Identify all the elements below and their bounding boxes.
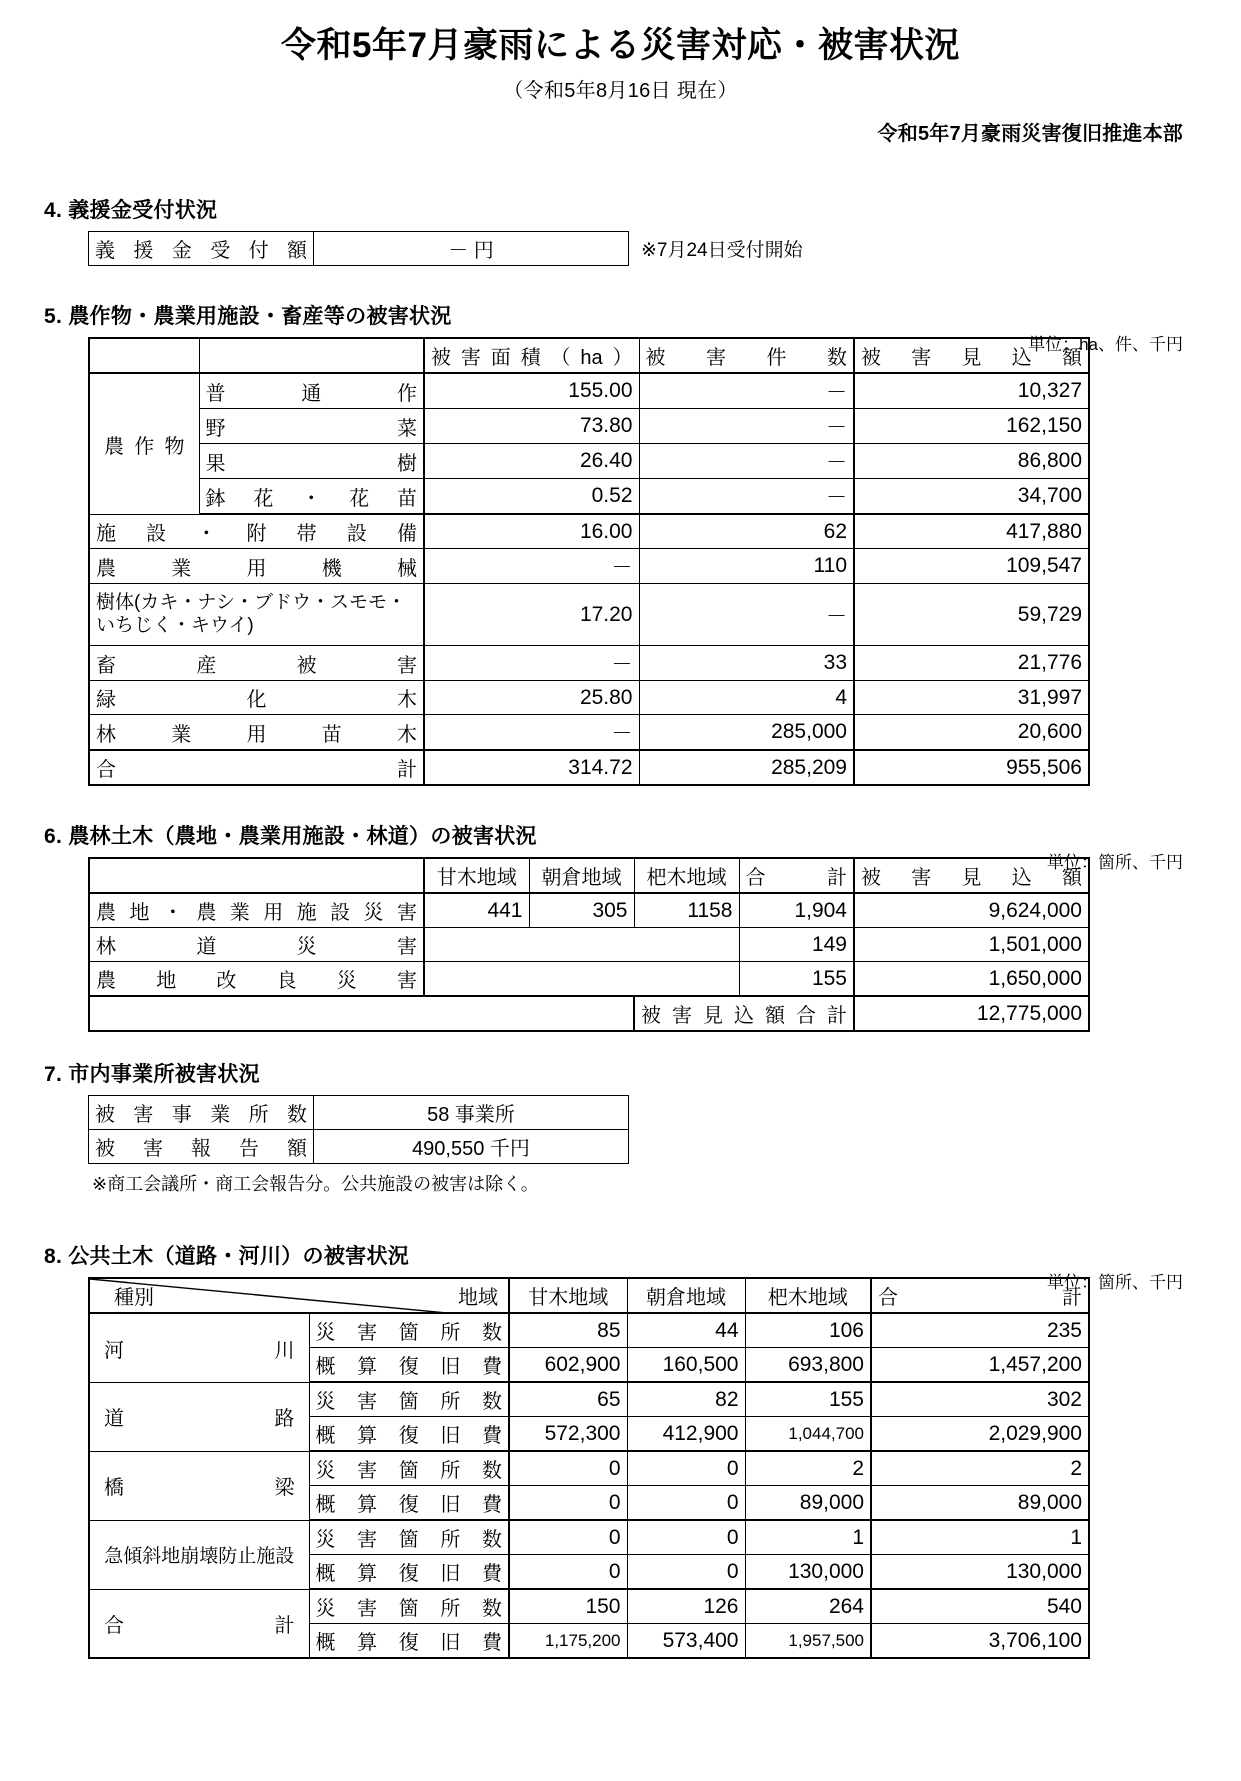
metric-label-count: 災害箇所数 <box>309 1382 509 1417</box>
table-row <box>89 893 1089 928</box>
table-row <box>89 373 1089 409</box>
cell-amount: 34,700 <box>854 479 1089 515</box>
cell-area: 25.80 <box>424 681 639 715</box>
cell-total: 235 <box>871 1313 1089 1348</box>
cell-amagi: 0 <box>509 1520 627 1555</box>
donation-table <box>88 231 629 266</box>
cell-count: － <box>639 444 854 479</box>
table-total-row <box>89 750 1089 785</box>
cell-total: 540 <box>871 1589 1089 1624</box>
metric-label-count: 災害箇所数 <box>309 1520 509 1555</box>
cell-haki: 1158 <box>634 893 739 928</box>
cell-asakura: 82 <box>627 1382 745 1417</box>
spacer-cell <box>89 996 634 1031</box>
cell-amagi: 85 <box>509 1313 627 1348</box>
cell-amagi: 65 <box>509 1382 627 1417</box>
table-row <box>89 1520 1089 1555</box>
cell-haki: 89,000 <box>745 1486 871 1521</box>
table-grand-total-row <box>89 996 1089 1031</box>
cell-asakura: 0 <box>627 1486 745 1521</box>
cell-haki: 155 <box>745 1382 871 1417</box>
section-6-heading: 6. 農林土木（農地・農業用施設・林道）の被害状況 <box>44 825 537 849</box>
col-header-total: 合計 <box>871 1278 1089 1313</box>
section-4-heading: 4. 義援金受付状況 <box>44 199 218 223</box>
cell-count: － <box>639 373 854 409</box>
row-label: 施設・附帯設備 <box>89 514 424 549</box>
metric-label-count: 災害箇所数 <box>309 1313 509 1348</box>
cell-haki: 1,044,700 <box>745 1417 871 1452</box>
cell-asakura: 0 <box>627 1451 745 1486</box>
table-header-row <box>89 338 1089 373</box>
page-title: 令和5年7月豪雨による災害対応・被害状況 <box>281 26 960 65</box>
table-row <box>89 1130 629 1164</box>
document-page <box>0 26 1241 1781</box>
cell-amagi: 1,175,200 <box>509 1624 627 1659</box>
cell-haki: 2 <box>745 1451 871 1486</box>
col-blank <box>89 858 424 893</box>
table-row <box>89 444 1089 479</box>
cell-area: 73.80 <box>424 409 639 444</box>
col-header-amagi: 甘木地域 <box>424 858 529 893</box>
cell-total: 130,000 <box>871 1555 1089 1590</box>
row-label: 畜産被害 <box>89 646 424 681</box>
section-8 <box>0 1240 1241 1659</box>
cell-amagi: 572,300 <box>509 1417 627 1452</box>
cell-count: 4 <box>639 681 854 715</box>
section-7-heading: 7. 市内事業所被害状況 <box>44 1063 260 1087</box>
category-label-river: 河川 <box>89 1313 309 1382</box>
cell-asakura: 412,900 <box>627 1417 745 1452</box>
cell-area: 0.52 <box>424 479 639 515</box>
cell-asakura: 573,400 <box>627 1624 745 1659</box>
row-label: 林道災害 <box>89 928 424 962</box>
table-header-row <box>89 1278 1089 1313</box>
cell-amagi: 0 <box>509 1486 627 1521</box>
section-7 <box>0 1058 1241 1196</box>
category-label-total: 合計 <box>89 1589 309 1658</box>
table-row <box>89 646 1089 681</box>
total-label: 合計 <box>89 750 424 785</box>
row-label: 農地・農業用施設災害 <box>89 893 424 928</box>
cell-area: － <box>424 549 639 584</box>
cell-count: 62 <box>639 514 854 549</box>
table-row <box>89 479 1089 515</box>
cell-value: 58 事業所 <box>314 1096 629 1130</box>
cell-count: 285,000 <box>639 715 854 751</box>
section-5-heading: 5. 農作物・農業用施設・畜産等の被害状況 <box>44 305 452 329</box>
cell-amount: 162,150 <box>854 409 1089 444</box>
row-label: 被害事業所数 <box>89 1096 314 1130</box>
row-label: 被害報告額 <box>89 1130 314 1164</box>
category-label-steep-slope: 急傾斜地崩壊防止施設 <box>89 1520 309 1589</box>
category-label-road: 道路 <box>89 1382 309 1451</box>
cell-area: 155.00 <box>424 373 639 409</box>
cell-amount: 59,729 <box>854 584 1089 646</box>
section-6-unit: 単位：箇所、千円 <box>1047 853 1183 873</box>
cell-area: 16.00 <box>424 514 639 549</box>
row-label: 樹体(カキ・ナシ・ブドウ・スモモ・いちじく・キウイ) <box>89 584 424 646</box>
donation-label: 義援金受付額 <box>89 232 314 266</box>
row-label: 緑化木 <box>89 681 424 715</box>
corner-label-type: 種別 <box>114 1287 154 1310</box>
section-5-unit: 単位：ha、件、千円 <box>1028 335 1183 355</box>
row-label: 鉢花・花苗 <box>199 479 424 515</box>
cell-total: 89,000 <box>871 1486 1089 1521</box>
cell-value: 490,550 千円 <box>314 1130 629 1164</box>
civil-engineering-damage-table <box>88 857 1090 1032</box>
table-row <box>89 514 1089 549</box>
col-header-area: 被害面積（ha） <box>424 338 639 373</box>
col-header-amagi: 甘木地域 <box>509 1278 627 1313</box>
cell-amount: 1,501,000 <box>854 928 1089 962</box>
col-blank-2 <box>199 338 424 373</box>
col-blank-1 <box>89 338 199 373</box>
col-header-count: 被害件数 <box>639 338 854 373</box>
cell-area: 17.20 <box>424 584 639 646</box>
cell-amagi: 602,900 <box>509 1348 627 1383</box>
cell-haki: 1,957,500 <box>745 1624 871 1659</box>
total-area: 314.72 <box>424 750 639 785</box>
cell-amount: 21,776 <box>854 646 1089 681</box>
table-row <box>89 715 1089 751</box>
cell-count: 110 <box>639 549 854 584</box>
business-damage-table <box>88 1095 629 1164</box>
cell-regions-blank <box>424 928 739 962</box>
cell-asakura: 126 <box>627 1589 745 1624</box>
section-5 <box>0 300 1241 786</box>
metric-label-cost: 概算復旧費 <box>309 1486 509 1521</box>
table-total-row <box>89 1589 1089 1624</box>
cell-amount: 1,650,000 <box>854 962 1089 997</box>
cell-total: 1,457,200 <box>871 1348 1089 1383</box>
row-label: 農地改良災害 <box>89 962 424 997</box>
cell-amagi: 0 <box>509 1555 627 1590</box>
cell-total: 3,706,100 <box>871 1624 1089 1659</box>
metric-label-count: 災害箇所数 <box>309 1451 509 1486</box>
corner-label-region: 地域 <box>458 1287 498 1310</box>
cell-haki: 1 <box>745 1520 871 1555</box>
metric-label-cost: 概算復旧費 <box>309 1555 509 1590</box>
table-row <box>89 584 1089 646</box>
issuing-organization: 令和5年7月豪雨災害復旧推進本部 <box>877 123 1183 146</box>
section-4 <box>0 194 1241 266</box>
table-row <box>89 962 1089 997</box>
total-amount: 955,506 <box>854 750 1089 785</box>
col-header-asakura: 朝倉地域 <box>529 858 634 893</box>
col-header-haki: 杷木地域 <box>745 1278 871 1313</box>
cell-count: － <box>639 479 854 515</box>
cell-amount: 20,600 <box>854 715 1089 751</box>
row-label: 林業用苗木 <box>89 715 424 751</box>
cell-regions-blank <box>424 962 739 997</box>
table-header-row <box>89 858 1089 893</box>
grand-total-value: 12,775,000 <box>854 996 1089 1031</box>
table-row <box>89 1096 629 1130</box>
metric-label-cost: 概算復旧費 <box>309 1624 509 1659</box>
cell-asakura: 305 <box>529 893 634 928</box>
col-header-asakura: 朝倉地域 <box>627 1278 745 1313</box>
col-header-amount: 被害見込額 <box>854 858 1089 893</box>
section-7-note: ※商工会議所・商工会報告分。公共施設の被害は除く。 <box>92 1174 539 1195</box>
row-label: 普通作 <box>199 373 424 409</box>
cell-total: 1 <box>871 1520 1089 1555</box>
cell-total: 2,029,900 <box>871 1417 1089 1452</box>
cell-area: 26.40 <box>424 444 639 479</box>
table-row <box>89 1451 1089 1486</box>
public-works-damage-table <box>88 1277 1090 1659</box>
agriculture-damage-table <box>88 337 1090 786</box>
cell-total: 302 <box>871 1382 1089 1417</box>
cell-total: 2 <box>871 1451 1089 1486</box>
cell-asakura: 0 <box>627 1555 745 1590</box>
group-label-crops: 農作物 <box>89 373 199 514</box>
cell-haki: 693,800 <box>745 1348 871 1383</box>
section-6 <box>0 820 1241 1032</box>
cell-total: 149 <box>739 928 854 962</box>
table-row <box>89 681 1089 715</box>
cell-haki: 130,000 <box>745 1555 871 1590</box>
category-label-bridge: 橋梁 <box>89 1451 309 1520</box>
corner-split-header <box>89 1278 509 1313</box>
cell-asakura: 0 <box>627 1520 745 1555</box>
metric-label-cost: 概算復旧費 <box>309 1417 509 1452</box>
cell-amount: 86,800 <box>854 444 1089 479</box>
cell-asakura: 44 <box>627 1313 745 1348</box>
donation-amount: － 円 <box>314 232 629 266</box>
table-row <box>89 1382 1089 1417</box>
cell-amount: 417,880 <box>854 514 1089 549</box>
cell-amagi: 0 <box>509 1451 627 1486</box>
cell-amount: 9,624,000 <box>854 893 1089 928</box>
row-label: 農業用機械 <box>89 549 424 584</box>
grand-total-label: 被害見込額合計 <box>634 996 854 1031</box>
cell-amagi: 441 <box>424 893 529 928</box>
report-date-subtitle: （令和5年8月16日 現在） <box>503 80 738 103</box>
section-8-heading: 8. 公共土木（道路・河川）の被害状況 <box>44 1245 410 1269</box>
cell-haki: 106 <box>745 1313 871 1348</box>
col-header-amount: 被害見込額 <box>854 338 1089 373</box>
table-row <box>89 928 1089 962</box>
cell-count: － <box>639 584 854 646</box>
cell-total: 1,904 <box>739 893 854 928</box>
cell-area: － <box>424 715 639 751</box>
row-label: 果樹 <box>199 444 424 479</box>
col-header-total: 合計 <box>739 858 854 893</box>
metric-label-count: 災害箇所数 <box>309 1589 509 1624</box>
total-count: 285,209 <box>639 750 854 785</box>
cell-haki: 264 <box>745 1589 871 1624</box>
table-row <box>89 409 1089 444</box>
cell-area: － <box>424 646 639 681</box>
cell-amount: 31,997 <box>854 681 1089 715</box>
col-header-haki: 杷木地域 <box>634 858 739 893</box>
cell-asakura: 160,500 <box>627 1348 745 1383</box>
metric-label-cost: 概算復旧費 <box>309 1348 509 1383</box>
table-row <box>89 232 629 266</box>
table-row <box>89 1313 1089 1348</box>
cell-total: 155 <box>739 962 854 997</box>
cell-count: － <box>639 409 854 444</box>
cell-count: 33 <box>639 646 854 681</box>
cell-amagi: 150 <box>509 1589 627 1624</box>
section-8-unit: 単位：箇所、千円 <box>1047 1273 1183 1293</box>
cell-amount: 109,547 <box>854 549 1089 584</box>
donation-note: ※7月24日受付開始 <box>641 240 803 262</box>
cell-amount: 10,327 <box>854 373 1089 409</box>
table-row <box>89 549 1089 584</box>
row-label: 野菜 <box>199 409 424 444</box>
